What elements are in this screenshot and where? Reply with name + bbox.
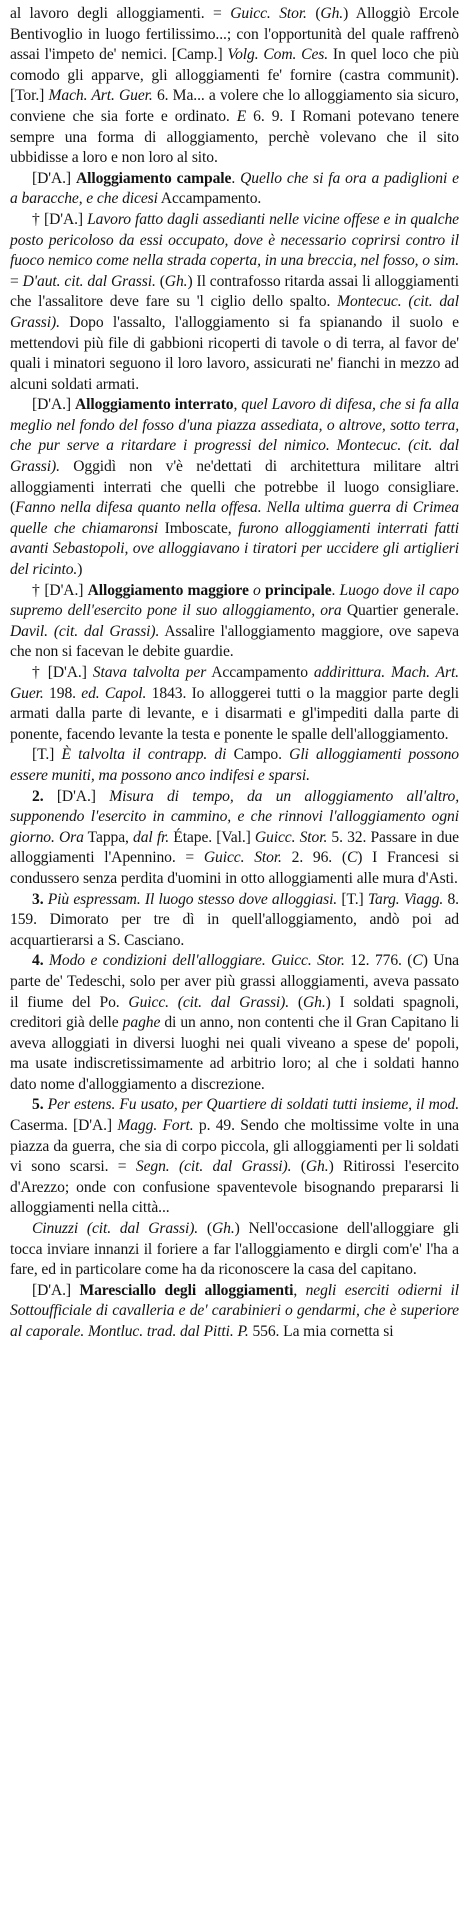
italic-text: C bbox=[412, 952, 423, 970]
body-text: ) Alloggiò Ercole Bentivoglio in luogo fertilissimo...; con l'opportunità del quale raffrenò assai l'impeto de' nemici. [Camp.] bbox=[10, 5, 459, 64]
italic-text: ora bbox=[320, 602, 342, 620]
italic-text: furono alloggiamenti interrati fatti avanti Sebastopoli, ove alloggiavano i tiratori per uccidere gli artiglieri del ricinto. bbox=[10, 519, 460, 579]
italic-text: Mach. Art. Guer. bbox=[10, 664, 459, 702]
body-text: [T.] bbox=[32, 746, 62, 764]
body-text: Tappa, bbox=[83, 828, 134, 846]
body-text: [D'A.] bbox=[32, 396, 75, 414]
italic-text: Guicc. (cit. dal Grassi). bbox=[128, 993, 290, 1011]
headword-text: 3. bbox=[32, 890, 44, 908]
body-text: ( bbox=[198, 1220, 212, 1238]
body-text bbox=[330, 437, 337, 454]
body-text: ) Una parte de' Tedeschi, solo per aver più grassi alloggiamenti, aveva passato il fiume del Po. bbox=[10, 952, 459, 1011]
headword-text: 2. bbox=[32, 787, 44, 805]
body-text: Assalire l'alloggiamento maggiore, ove sapeva che non si facevan le debite guardie. bbox=[10, 622, 459, 661]
body-text: ( bbox=[155, 272, 165, 290]
headword-text: campale bbox=[176, 169, 232, 187]
italic-text: Gli alloggiamenti possono essere muniti, ma possono anco indifesi e sparsi. bbox=[10, 746, 459, 784]
headword-text: Maresciallo degli alloggiamenti bbox=[79, 1281, 294, 1299]
italic-text: Gh. bbox=[211, 1220, 235, 1238]
body-text: ) bbox=[77, 561, 83, 579]
headword-text: Alloggiamento bbox=[75, 169, 172, 187]
italic-text: Luogo dove il capo supremo dell'esercito pone il suo alloggiamento, bbox=[10, 581, 459, 620]
italic-text: Gh. bbox=[305, 1158, 329, 1176]
italic-text: Montecuc. (cit. dal Grassi). bbox=[10, 293, 459, 331]
headword-text: principale bbox=[264, 581, 332, 599]
body-text: 556. La mia cornetta si bbox=[248, 1323, 394, 1340]
italic-text: Stava talvolta per bbox=[92, 664, 207, 681]
headword-text: 5. bbox=[32, 1096, 44, 1114]
italic-text: Guicc. Stor. bbox=[254, 828, 328, 846]
body-text: [T.] bbox=[337, 890, 368, 908]
body-text: [D'A.] bbox=[32, 169, 76, 187]
italic-text: dal fr. bbox=[133, 828, 170, 846]
body-text: ( bbox=[291, 1158, 306, 1176]
italic-text: È talvolta il contrapp. di bbox=[61, 746, 227, 764]
body-text: 12. 776. ( bbox=[344, 952, 413, 970]
body-text: . bbox=[231, 169, 241, 187]
dictionary-paragraph bbox=[10, 395, 459, 580]
italic-text: Montecuc. (cit. dal Grassi). bbox=[10, 437, 459, 476]
dictionary-paragraph bbox=[10, 581, 459, 663]
italic-text: Per estens. Fu usato, per Quartiere di soldati tutti insieme, il mod. bbox=[47, 1096, 459, 1114]
body-text: 1843. Io alloggerei tutti o la maggior parte degli armati dalla parte di levante, e i disarmati e gl'impediti dalla parte di ponente, facendo levante la testa e ponente le spalle dell'alloggiamento. bbox=[10, 684, 459, 743]
body-text: Étape. [Val.] bbox=[169, 828, 255, 846]
italic-text: Misura di tempo, da un alloggiamento all'altro, supponendo l'esercito in cammino, e che rinnovi l'alloggiamento ogni giorno. Ora bbox=[10, 787, 459, 846]
body-text: Accampamento bbox=[206, 664, 314, 681]
italic-text: Segn. (cit. dal Grassi). bbox=[135, 1158, 292, 1176]
body-text: Dopo l'assalto, l'alloggiamento si fa spianando il suolo e mettendovi più file di gabbioni ricoperti di tavole o di terra, al favor de' quali i minatori seguono il loro lavoro, assicurati ne' fianchi in mezzo ad alcuni soldati armati. bbox=[10, 313, 459, 393]
dictionary-paragraph bbox=[10, 787, 459, 890]
body-text: † [D'A.] bbox=[32, 210, 88, 228]
body-text: Accampamento. bbox=[157, 190, 262, 208]
body-text: ) I soldati spagnoli, creditori già delle bbox=[10, 993, 459, 1032]
italic-text: negli eserciti odierni il Sottoufficiale di cavalleria e de' carabinieri o gendarmi, che è superiore al caporale. bbox=[10, 1281, 459, 1340]
dictionary-paragraph bbox=[10, 890, 459, 952]
dictionary-paragraph bbox=[10, 1281, 459, 1343]
dictionary-paragraph bbox=[10, 210, 459, 395]
italic-text: Guicc. Stor. bbox=[203, 849, 282, 867]
italic-text: Montluc. trad. dal Pitti. bbox=[87, 1323, 234, 1340]
body-text: Quartier generale. bbox=[341, 602, 459, 620]
body-text: 5. 32. Passare in due alloggiamenti l'Apennino. = bbox=[10, 828, 460, 867]
italic-text: quel Lavoro di difesa, che si fa alla meglio nel fondo del fosso d'una piazza assediata, o altrove, sotto terra, che pur serve a ritardare i progressi del nimico. bbox=[10, 396, 459, 455]
body-text: Oggidì non v'è ne'dettati di architettura militare altri alloggiamenti interrati che quelli che potrebbe il luogo consigliare. ( bbox=[10, 458, 459, 517]
italic-text: Fanno nella difesa quanto nella offesa. Nella ultima guerra di Crimea quelle che chiamaronsi bbox=[10, 499, 459, 537]
body-text: ) Il contrafosso ritarda assai li alloggiamenti che l'assalitore deve fare su 'l ciglio dello spalto. bbox=[10, 272, 459, 311]
body-text: Caserma. [D'A.] bbox=[10, 1117, 118, 1135]
body-text: , bbox=[233, 396, 242, 414]
italic-text: C bbox=[346, 849, 358, 867]
body-text: [D'A.] bbox=[32, 1281, 80, 1299]
dictionary-paragraph bbox=[10, 1219, 459, 1281]
italic-text: o bbox=[253, 581, 261, 599]
body-text: p. 49. Sendo che moltissime volte in una piazza da guerra, che sia di corpo piccola, gli alloggiamenti per li soldati vi sono scarsi. = bbox=[10, 1117, 459, 1176]
italic-text: Davil. (cit. dal Grassi). bbox=[10, 622, 160, 640]
italic-text: Guicc. Stor. bbox=[230, 5, 307, 22]
italic-text: Più espressam. Il luogo stesso dove alloggiasi. bbox=[47, 890, 338, 908]
dictionary-paragraph bbox=[10, 169, 459, 210]
italic-text: Gh. bbox=[320, 5, 344, 22]
body-text: = bbox=[10, 272, 23, 290]
dictionary-paragraph bbox=[10, 663, 459, 745]
italic-text: addirittura. bbox=[313, 664, 386, 681]
headword-text: 4. bbox=[32, 952, 44, 970]
body-text: , bbox=[293, 1281, 306, 1299]
body-text: 2. 96. ( bbox=[281, 849, 347, 867]
body-text: ( bbox=[306, 5, 321, 22]
body-text: Campo. bbox=[226, 746, 290, 764]
italic-text: Lavoro fatto dagli assedianti nelle vicine offese e in qualche posto pericoloso da essi occupato, dove è necessario coprirsi contro il fuoco nemico come nella strada coperta, in una breccia, nel fosso, o sim. bbox=[10, 210, 459, 270]
italic-text: Modo e condizioni dell'alloggiare. Guicc. Stor. bbox=[48, 952, 345, 970]
body-text: In quel loco che più comodo gli apparve, gli alloggiamenti fe' fornire (castra communit). [Tor.] bbox=[10, 46, 459, 105]
body-text: al lavoro degli alloggiamenti. = bbox=[10, 5, 231, 22]
body-text: Imboscate, bbox=[158, 519, 239, 537]
body-text: 8. 159. Dimorato per tre dì in quell'alloggiamento, andò poi ad acquartierarsi a S. Casciano. bbox=[10, 890, 459, 949]
dictionary-paragraph bbox=[10, 951, 459, 1095]
body-text: 6. Ma... a volere che lo alloggiamento sia sicuro, conviene che sia forte e ordinato. bbox=[10, 87, 459, 125]
headword-text: Alloggiamento maggiore bbox=[87, 581, 249, 599]
italic-text: ed. Capol. bbox=[81, 684, 147, 702]
body-text: . bbox=[331, 581, 340, 599]
body-text: † [D'A.] bbox=[32, 664, 93, 681]
italic-text: Gh. bbox=[164, 272, 188, 290]
body-text: ( bbox=[289, 993, 303, 1011]
dictionary-paragraph bbox=[10, 4, 459, 169]
italic-text: E bbox=[236, 107, 247, 125]
italic-text: Gh. bbox=[302, 993, 326, 1011]
body-text: [D'A.] bbox=[43, 787, 110, 805]
italic-text: Volg. Com. Ces. bbox=[227, 46, 329, 64]
italic-text: Targ. Viagg. bbox=[367, 890, 444, 908]
body-text: ) I Francesi si condussero senza perdita d'uomini in otto alloggiamenti alle mura d'Asti. bbox=[10, 849, 459, 887]
italic-text: P. bbox=[237, 1323, 249, 1340]
body-text: 198. bbox=[43, 684, 82, 702]
headword-text: Alloggiamento interrato bbox=[74, 396, 234, 414]
dictionary-paragraph bbox=[10, 745, 459, 786]
italic-text: D'aut. cit. dal Grassi. bbox=[22, 272, 156, 290]
body-text: † [D'A.] bbox=[32, 581, 88, 599]
italic-text: Quello che si fa ora a padiglioni e a baracche, e che dicesi bbox=[10, 169, 459, 208]
body-text: 6. 9. I Romani potevano tenere sempre una forma di alloggiamento, perchè volevano che il sito ubbidisse a loro e non loro al sito. bbox=[10, 107, 460, 167]
dictionary-paragraph bbox=[10, 1095, 459, 1219]
body-text: ) Ritirossi l'esercito d'Arezzo; onde con confusione spaventevole bisognando prepararsi li alloggiamenti nella città... bbox=[10, 1158, 459, 1217]
italic-text: Magg. Fort. bbox=[117, 1117, 194, 1135]
body-text: ) Nell'occasione dell'alloggiare gli tocca inviare innanzi il foriere a far l'alloggiamento e dirgli com'e' l'ha a fare, ed in particolare come ha da riconoscere la casa del capitano. bbox=[10, 1220, 459, 1279]
italic-text: Cinuzzi (cit. dal Grassi). bbox=[32, 1220, 199, 1238]
italic-text: Mach. Art. Guer. bbox=[48, 87, 153, 105]
italic-text: paghe bbox=[122, 1014, 161, 1032]
body-text: di un anno, non contenti che il Gran Capitano li aveva alloggiati in diversi luoghi nei quali viveano a spese de' popoli, ma usate indiscretissimamente ad arbitrio loro; al che i soldati hanno dato nome d'alloggiamento a discrezione. bbox=[10, 1014, 459, 1093]
